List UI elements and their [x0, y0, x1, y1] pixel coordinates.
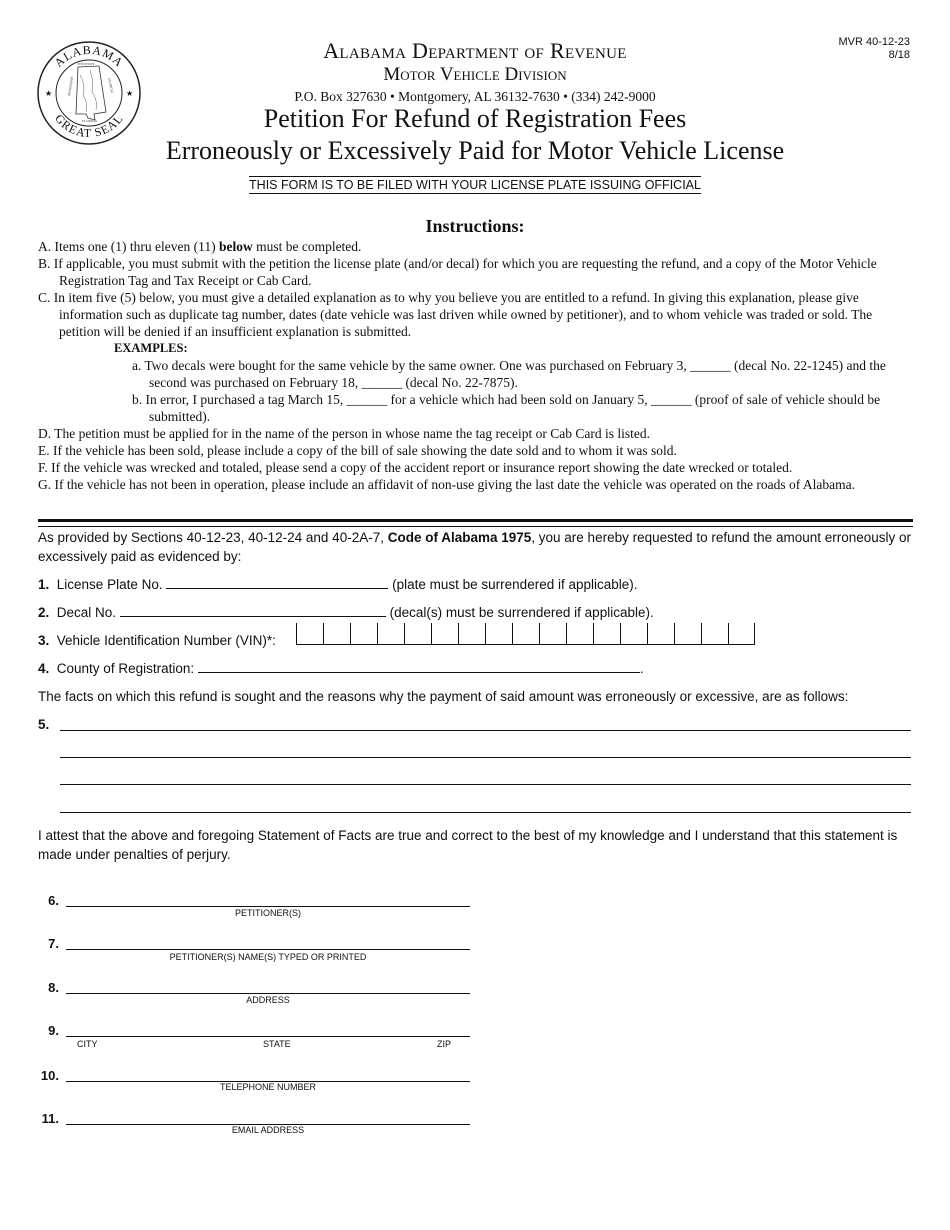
example-a: a. Two decals were bought for the same vehicle by the same owner. One was purchased on February 3, ______ (decal No. 22-1245) and the second was purchased on February 18, ______ (decal No. 22-7875). [132, 358, 886, 390]
vin-row: 3. Vehicle Identification Number (VIN)*: [38, 633, 276, 648]
printed-name-caption: PETITIONER(S) NAME(S) TYPED OR PRINTED [169, 952, 367, 962]
county-row: 4. County of Registration: . [38, 661, 644, 676]
petitioner-signature-line[interactable] [66, 906, 470, 907]
petitioner-caption: PETITIONER(S) [234, 908, 301, 918]
instruction-b: B. If applicable, you must submit with the petition the license plate (and/or decal) for which you are requesting the refund, and a copy of the Motor Vehicle Registration Tag and Tax Receipt or Cab Card. [38, 256, 877, 288]
instructions-list [38, 238, 916, 493]
agency-name: Alabama Department of Revenue [323, 38, 627, 63]
instruction-g: G. If the vehicle has not been in operation, please include an affidavit of non-use giving the last date the vehicle was operated on the roads of Alabama. [38, 477, 855, 492]
field-10-number: 10. [40, 1068, 59, 1083]
city-caption: CITY [77, 1039, 98, 1049]
svg-text:★: ★ [45, 89, 53, 98]
seal-top-text: ALABAMA [51, 42, 127, 70]
instruction-f: F. If the vehicle was wrecked and totaled, please send a copy of the accident report or insurance report showing the date wrecked or totaled. [38, 460, 793, 475]
instruction-d: D. The petition must be applied for in the name of the person in whose name the tag receipt or Cab Card is listed. [38, 426, 650, 441]
seal-state-left: MISSISSIPPI [67, 76, 75, 97]
field-8-number: 8. [48, 980, 59, 995]
address-line[interactable] [66, 993, 470, 994]
facts-line-4[interactable] [60, 812, 911, 813]
telephone-caption: TELEPHONE NUMBER [219, 1082, 317, 1092]
seal-state-top: TENNESSEE [77, 62, 95, 66]
state-caption: STATE [263, 1039, 291, 1049]
seal-state-right: GEORGIA [107, 77, 115, 94]
instruction-a: A. Items one (1) thru eleven (11) below must be completed. [38, 239, 362, 254]
field-9-number: 9. [48, 1023, 59, 1038]
city-state-zip-line[interactable] [66, 1036, 470, 1037]
facts-line-1[interactable] [60, 730, 911, 731]
field-11-number: 11. [41, 1111, 59, 1126]
section-divider [38, 519, 913, 527]
examples-heading: EXAMPLES: [114, 341, 188, 355]
refund-request-statement: As provided by Sections 40-12-23, 40-12-24 and 40-2A-7, Code of Alabama 1975, you are hereby requested to refund the amount erroneously or excessively paid as evidenced by: [38, 530, 912, 564]
decal-field[interactable] [120, 603, 386, 617]
facts-line-3[interactable] [60, 784, 911, 785]
filing-notice: THIS FORM IS TO BE FILED WITH YOUR LICENSE PLATE ISSUING OFFICIAL [249, 178, 701, 192]
address-caption: ADDRESS [246, 995, 290, 1005]
example-b: b. In error, I purchased a tag March 15, ______ for a vehicle which had been sold on January 5, ______ (proof of sale of vehicle should be submitted). [132, 392, 881, 424]
field-6-number: 6. [48, 893, 59, 908]
form-number: MVR 40-12-23 [838, 36, 910, 48]
license-plate-row: 1. License Plate No. (plate must be surrendered if applicable). [38, 577, 638, 592]
instruction-c: C. In item five (5) below, you must give a detailed explanation as to why you believe you are entitled to a refund. In giving this explanation, please give information such as duplicate tag number, dates (date vehicle was last driven while owned by petitioner), and to whom vehicle was traded or sold. The petition will be denied if an insufficient explanation is submitted. [38, 290, 873, 339]
form-title-line1: Petition For Refund of Registration Fees [263, 104, 687, 133]
instructions-heading: Instructions: [425, 216, 525, 236]
seal-state-bottom: FLORIDA [82, 119, 98, 123]
facts-number: 5. [38, 717, 50, 732]
form-date: 8/18 [888, 49, 910, 61]
county-field[interactable] [198, 659, 640, 673]
vin-boxes[interactable] [296, 623, 755, 645]
form-title-line2: Erroneously or Excessively Paid for Motor Vehicle License [165, 136, 785, 165]
facts-line-2[interactable] [60, 757, 911, 758]
facts-intro: The facts on which this refund is sought and the reasons why the payment of said amount was erroneously or excessive, are as follows: [38, 689, 849, 704]
agency-address: P.O. Box 327630 • Montgomery, AL 36132-7630 • (334) 242-9000 [294, 89, 656, 104]
seal-bottom-text: GREAT SEAL [52, 111, 126, 141]
instruction-e: E. If the vehicle has been sold, please include a copy of the bill of sale showing the date sold and to whom it was sold. [38, 443, 677, 458]
attestation: I attest that the above and foregoing Statement of Facts are true and correct to the best of my knowledge and I understand that this statement is made under penalties of perjury. [38, 828, 898, 862]
email-caption: EMAIL ADDRESS [231, 1125, 305, 1135]
svg-text:★: ★ [126, 89, 134, 98]
license-plate-field[interactable] [166, 575, 388, 589]
division-name: Motor Vehicle Division [383, 64, 567, 85]
decal-row: 2. Decal No. (decal(s) must be surrendered if applicable). [38, 605, 654, 620]
printed-name-line[interactable] [66, 949, 470, 950]
field-7-number: 7. [48, 936, 59, 951]
zip-caption: ZIP [437, 1039, 452, 1049]
